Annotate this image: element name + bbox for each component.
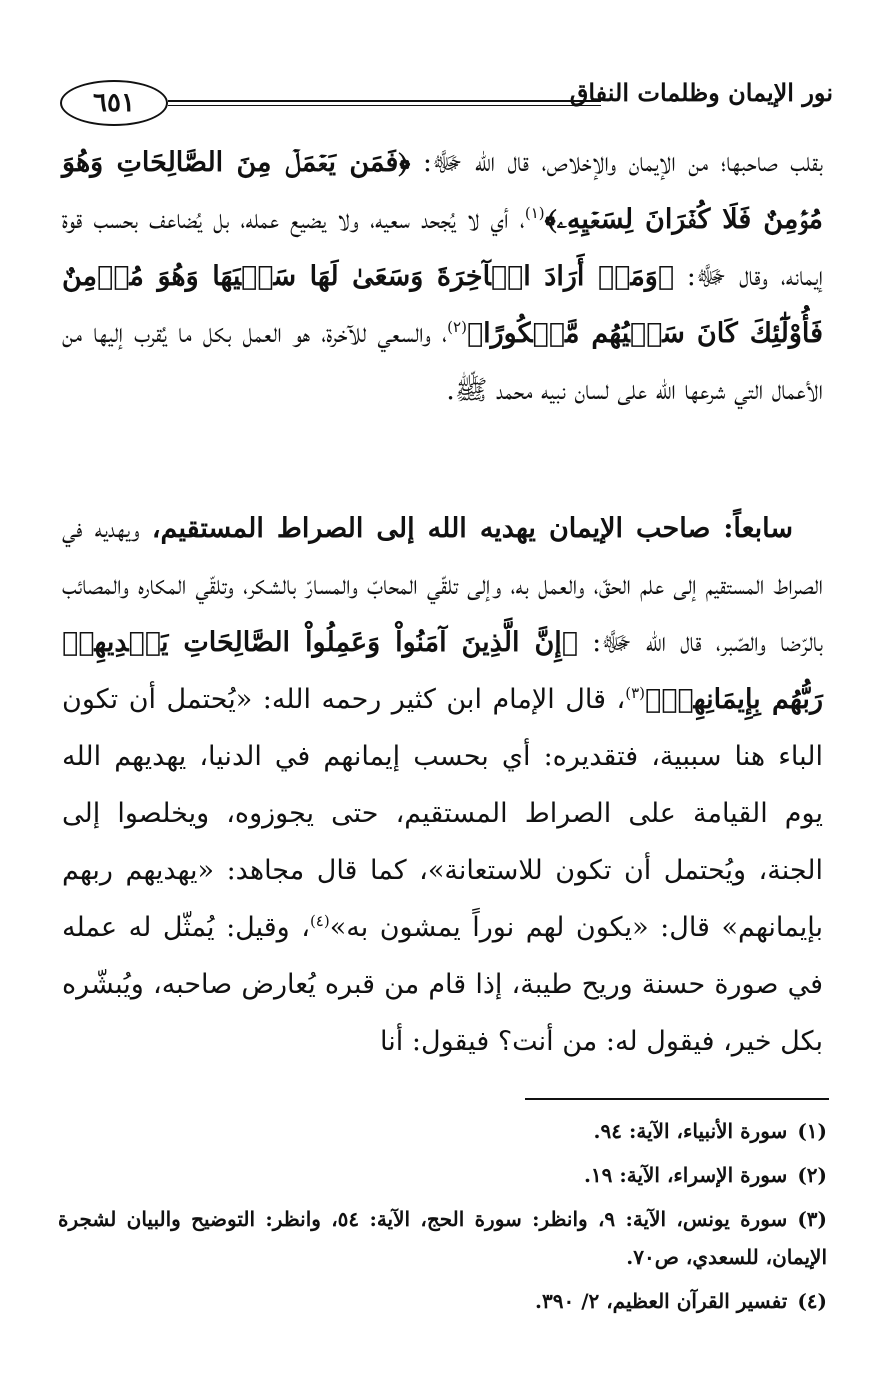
footnote-text: سورة الإسراء، الآية: ١٩. bbox=[583, 1163, 788, 1187]
quran-verse: ﴿فَمَن يَعۡمَلۡ مِنَ الصَّالِحَاتِ وَهُوَ مُؤۡمِنٌ فَلَا كُفۡرَانَ لِسَعۡيِهِۦ﴾ bbox=[62, 147, 823, 235]
footnotes bbox=[58, 1112, 827, 1326]
footnote-ref: (١) bbox=[524, 204, 545, 222]
footnote-separator bbox=[525, 1098, 829, 1100]
text-segment: ، وقيل: يُمثّل له عمله في صورة حسنة وريح طيبة، إذا قام من قبره يُعارض صاحبه، ويُبشّره بكل خير، فيقول له: من أنت؟ فيقول: أنا bbox=[62, 912, 823, 1057]
paragraph-2 bbox=[62, 500, 823, 1070]
footnote-2 bbox=[58, 1156, 827, 1194]
section-heading: سابعاً: صاحب الإيمان يهديه الله إلى الصراط المستقيم، bbox=[151, 513, 793, 544]
footnote-ref: (٢) bbox=[447, 318, 467, 336]
page-number: ٦٥١ bbox=[60, 80, 168, 126]
footnote-3 bbox=[58, 1200, 827, 1276]
text-segment: ، قال الإمام ابن كثير رحمه الله: «يُحتمل أن تكون الباء هنا سببية، فتقديره: أي بحسب إيمانهم في الدنيا، يهديهم الله يوم القيامة على الصراط المستقيم، حتى يجوزوه، ويخلصوا إلى الجنة، ويُحتمل أن تكون للاستعانة»، كما قال مجاهد: «يهديهم ربهم بإيمانهم» قال: «يكون لهم نوراً يمشون به» bbox=[62, 684, 823, 943]
text-segment: بقلب صاحبها؛ من الإيمان والإخلاص، قال الله ﷻ: bbox=[410, 147, 823, 178]
paragraph-1 bbox=[62, 134, 823, 476]
footnote-text: تفسير القرآن العظيم، ٢/ ٣٩٠. bbox=[535, 1289, 788, 1313]
text-segment: ويهديه في الصراط المستقيم إلى علم الحقّ، والعمل به، وإلى تلقّي المحابّ والمسارّ بالشكر، وتلقّي المكاره والمصائب بالرّضا والصّبر، قال الله ﷻ: bbox=[62, 513, 823, 658]
quran-verse: ﴿إِنَّ الَّذِينَ آمَنُواْ وَعَمِلُواْ الصَّالِحَاتِ يَهۡدِيهِمۡ رَبُّهُم بِإِيمَانِهِمۡ﴾ bbox=[62, 627, 823, 715]
footnote-number: (٣) bbox=[797, 1207, 827, 1231]
running-title: نور الإيمان وظلمات النفاق bbox=[569, 78, 833, 107]
footnote-4 bbox=[58, 1282, 827, 1320]
footnote-ref: (٤) bbox=[309, 912, 330, 930]
text-segment: ، والسعي للآخرة، هو العمل بكل ما يُقرب إليها من الأعمال التي شرعها الله على لسان نبيه محمد ﷺ. bbox=[62, 318, 823, 406]
footnote-number: (٢) bbox=[797, 1163, 827, 1187]
page-header bbox=[56, 74, 833, 126]
footnote-number: (٤) bbox=[797, 1289, 827, 1313]
quran-verse: ﴿وَمَنۡ أَرَادَ الۡآخِرَةَ وَسَعَىٰ لَهَا سَعۡيَهَا وَهُوَ مُؤۡمِنٌ فَأُوْلَٰٓئِكَ كَانَ سَعۡيُهُم مَّشۡكُورًا﴾ bbox=[62, 261, 824, 349]
footnote-text: سورة الأنبياء، الآية: ٩٤. bbox=[593, 1119, 788, 1143]
main-text bbox=[62, 134, 823, 1070]
text-segment: ، أي لا يُجحد سعيه، ولا يضيع عمله، بل يُضاعف بحسب قوة إيمانه، وقال ﷻ: bbox=[62, 204, 823, 292]
footnote-ref: (٣) bbox=[625, 684, 646, 702]
header-rule bbox=[168, 100, 601, 106]
footnote-text: سورة يونس، الآية: ٩، وانظر: سورة الحج، الآية: ٥٤، وانظر: التوضيح والبيان لشجرة الإيمان، للسعدي، ص٧٠. bbox=[58, 1207, 827, 1269]
footnote-1 bbox=[58, 1112, 827, 1150]
footnote-number: (١) bbox=[797, 1119, 827, 1143]
